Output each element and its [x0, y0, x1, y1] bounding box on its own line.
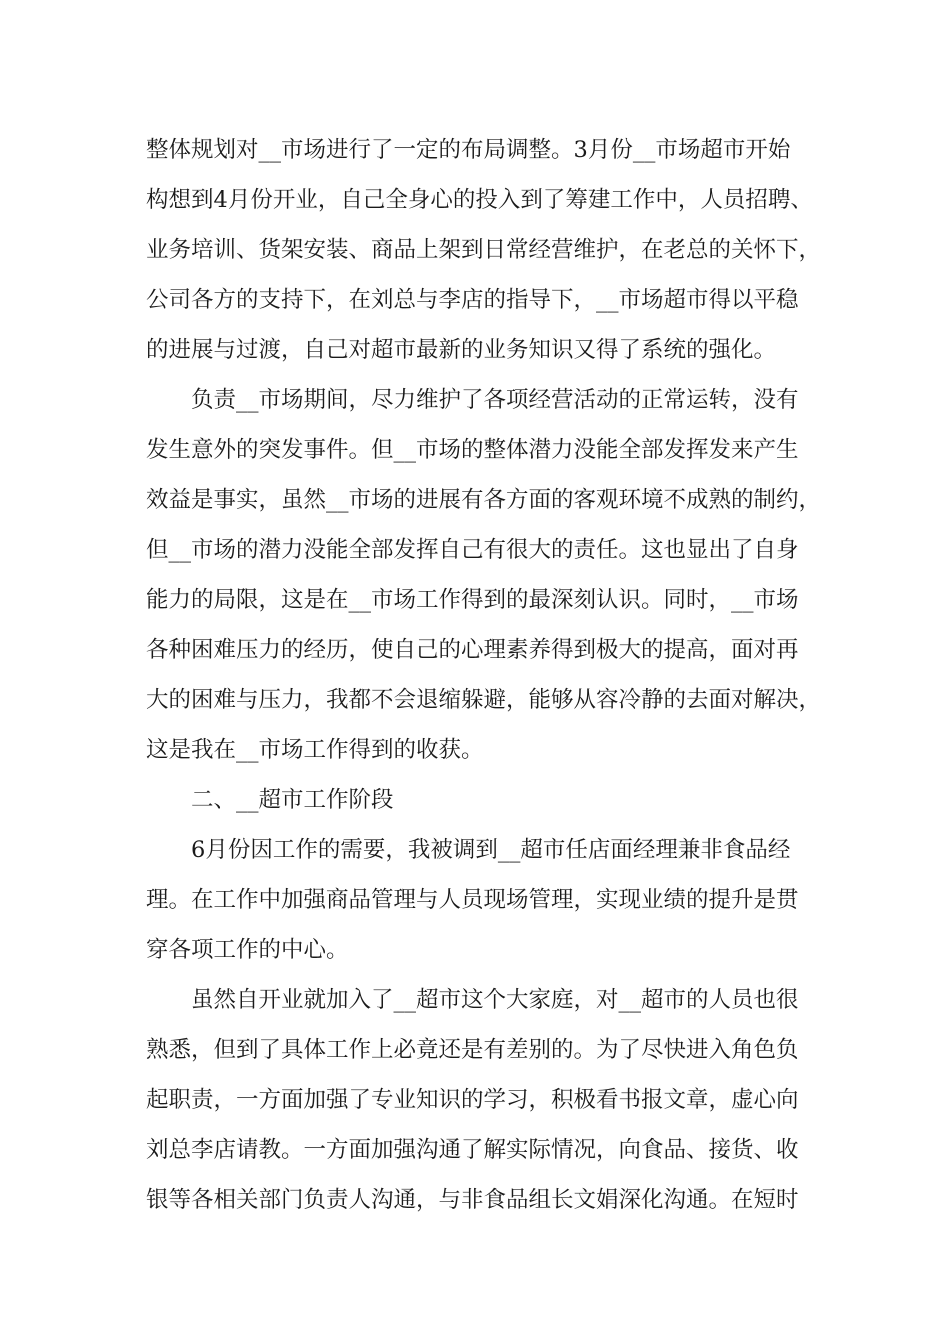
text-line: 熟悉，但到了具体工作上必竟还是有差别的。为了尽快进入角色负: [146, 1037, 799, 1063]
text-line: 穿各项工作的中心。: [146, 937, 349, 963]
text-line: 构想到4月份开业，自己全身心的投入到了筹建工作中，人员招聘、: [146, 187, 813, 213]
text-line: 公司各方的支持下，在刘总与李店的指导下，__市场超市得以平稳: [146, 287, 799, 313]
text-line: 各种困难压力的经历，使自己的心理素养得到极大的提高，面对再: [146, 637, 799, 663]
text-line: 能力的局限，这是在__市场工作得到的最深刻认识。同时，__市场: [146, 587, 799, 613]
text-line: 起职责，一方面加强了专业知识的学习，积极看书报文章，虚心向: [146, 1087, 799, 1113]
text-line: 整体规划对__市场进行了一定的布局调整。3月份__市场超市开始: [146, 137, 791, 163]
text-line: 效益是事实，虽然__市场的进展有各方面的客观环境不成熟的制约，: [146, 487, 822, 513]
text-line: 理。在工作中加强商品管理与人员现场管理，实现业绩的提升是贯: [146, 887, 799, 913]
text-line: 负责__市场期间，尽力维护了各项经营活动的正常运转，没有: [191, 387, 799, 413]
text-line: 刘总李店请教。一方面加强沟通了解实际情况，向食品、接货、收: [146, 1137, 799, 1163]
text-line: 银等各相关部门负责人沟通，与非食品组长文娟深化沟通。在短时: [146, 1187, 799, 1213]
text-line: 发生意外的突发事件。但__市场的整体潜力没能全部发挥发来产生: [146, 437, 799, 463]
section-heading: 二、__超市工作阶段: [191, 787, 394, 813]
text-line: 大的困难与压力，我都不会退缩躲避，能够从容冷静的去面对解决，: [146, 687, 822, 713]
text-line: 但__市场的潜力没能全部发挥自己有很大的责任。这也显出了自身: [146, 537, 799, 563]
text-line: 6月份因工作的需要，我被调到__超市任店面经理兼非食品经: [191, 837, 791, 863]
text-line: 虽然自开业就加入了__超市这个大家庭，对__超市的人员也很: [191, 987, 799, 1013]
text-line: 业务培训、货架安装、商品上架到日常经营维护，在老总的关怀下，: [146, 237, 822, 263]
text-line: 这是我在__市场工作得到的收获。: [146, 737, 484, 763]
text-line: 的进展与过渡，自己对超市最新的业务知识又得了系统的强化。: [146, 337, 777, 363]
